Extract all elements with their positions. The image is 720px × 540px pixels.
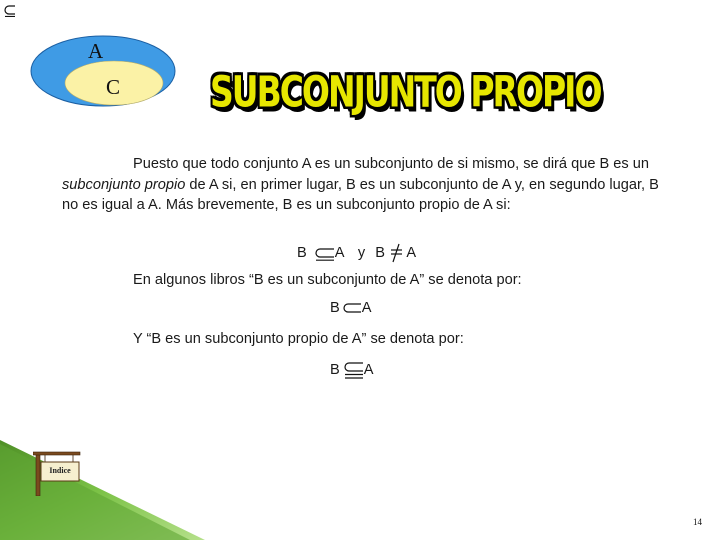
venn-outer-label: A: [88, 39, 104, 63]
not-equal-symbol: [389, 242, 403, 264]
subset-icon: [4, 5, 16, 17]
page-number: 14: [693, 517, 702, 527]
proper-subset-symbol: [340, 360, 364, 380]
formula-left-set: B: [330, 361, 340, 378]
formula-right-set: A: [361, 300, 372, 316]
paragraph-text-part2: de A si, en primer lugar, B es un subconjunto de A y, en segundo lugar, B no es igual a A. Más brevemente, B es un subconjunto propio de A si:: [62, 176, 659, 213]
venn-inner-label: C: [106, 75, 121, 99]
notation-line-2: Y “B es un subconjunto propio de A” se denota por:: [133, 331, 464, 347]
subset-symbol: [340, 301, 362, 315]
formula-left-set: B: [297, 244, 307, 261]
formula-neq-left: B: [375, 244, 386, 261]
paragraph-emphasis: subconjunto propio: [62, 176, 186, 193]
formula-connector: y: [357, 244, 366, 261]
definition-paragraph: [62, 154, 662, 216]
formula-right-set: A: [334, 244, 344, 261]
page-title: SUBCONJUNTO PROPIO: [210, 66, 601, 117]
formula-proper-subset: [330, 360, 373, 380]
index-button[interactable]: [33, 448, 83, 496]
formula-neq-right: A: [406, 244, 417, 261]
notation-line-1: En algunos libros “B es un subconjunto de A” se denota por:: [133, 272, 522, 288]
subset-symbol: [311, 245, 335, 261]
venn-diagram: [30, 34, 180, 108]
formula-left-set: B: [330, 300, 340, 316]
formula-proper-subset-condition: [297, 242, 416, 264]
formula-right-set: A: [363, 361, 374, 378]
index-label: Indice: [49, 466, 71, 475]
formula-subset: [330, 300, 371, 316]
paragraph-text-part1: Puesto que todo conjunto A es un subconjunto de si mismo, se dirá que B es un: [133, 156, 649, 172]
